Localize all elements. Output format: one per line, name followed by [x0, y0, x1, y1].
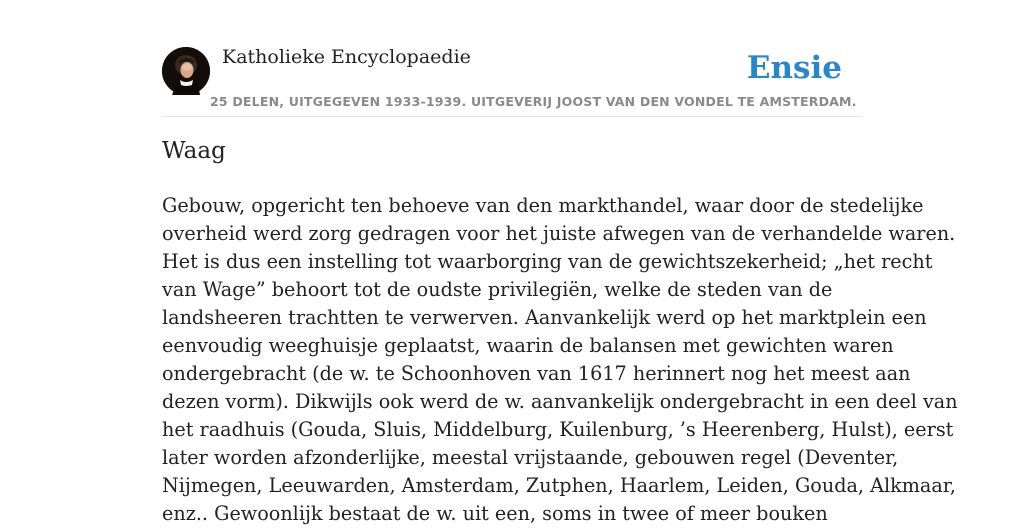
article-line: dezen vorm). Dikwijls ook werd de w. aanvankelijk ondergebracht in een deel van — [162, 390, 958, 413]
article-line: Gebouw, opgericht ten behoeve van den markthandel, waar door de stedelijke — [162, 194, 924, 217]
article-line: het raadhuis (Gouda, Sluis, Middelburg, Kuilenburg, ’s Heerenberg, Hulst), eerst — [162, 418, 954, 441]
article-line: overheid werd zorg gedragen voor het juiste afwegen van de verhandelde waren. — [162, 222, 956, 245]
article-line: Nijmegen, Leeuwarden, Amsterdam, Zutphen, Haarlem, Leiden, Gouda, Alkmaar, — [162, 474, 956, 497]
source-meta: 25 DELEN, UITGEGEVEN 1933-1939. UITGEVERIJ JOOST VAN DEN VONDEL TE AMSTERDAM. — [210, 94, 857, 109]
article-body — [162, 192, 958, 528]
article-line: enz.. Gewoonlijk bestaat de w. uit een, soms in twee of meer bouken — [162, 502, 828, 525]
ensie-logo[interactable]: Ensie — [746, 50, 842, 86]
article-line: eenvoudig weeghuisje geplaatst, waarin de balansen met gewichten waren — [162, 334, 894, 357]
article-line: ondergebracht (de w. te Schoonhoven van 1617 herinnert nog het meest aan — [162, 362, 911, 385]
article-line: landsheeren trachtten te verwerven. Aanvankelijk werd op het marktplein een — [162, 306, 927, 329]
article-title: Waag — [162, 138, 226, 164]
portrait-icon[interactable] — [162, 47, 210, 95]
source-header — [162, 46, 862, 117]
article-line: Het is dus een instelling tot waarborging van de gewichtszekerheid; „het recht — [162, 250, 933, 273]
portrait-icon-graphic — [162, 47, 210, 95]
article-line: later worden afzonderlijke, meestal vrijstaande, gebouwen regel (Deventer, — [162, 446, 899, 469]
article-line: van Wage” behoort tot de oudste privilegiën, welke de steden van de — [162, 278, 833, 301]
source-title[interactable]: Katholieke Encyclopaedie — [222, 46, 471, 68]
